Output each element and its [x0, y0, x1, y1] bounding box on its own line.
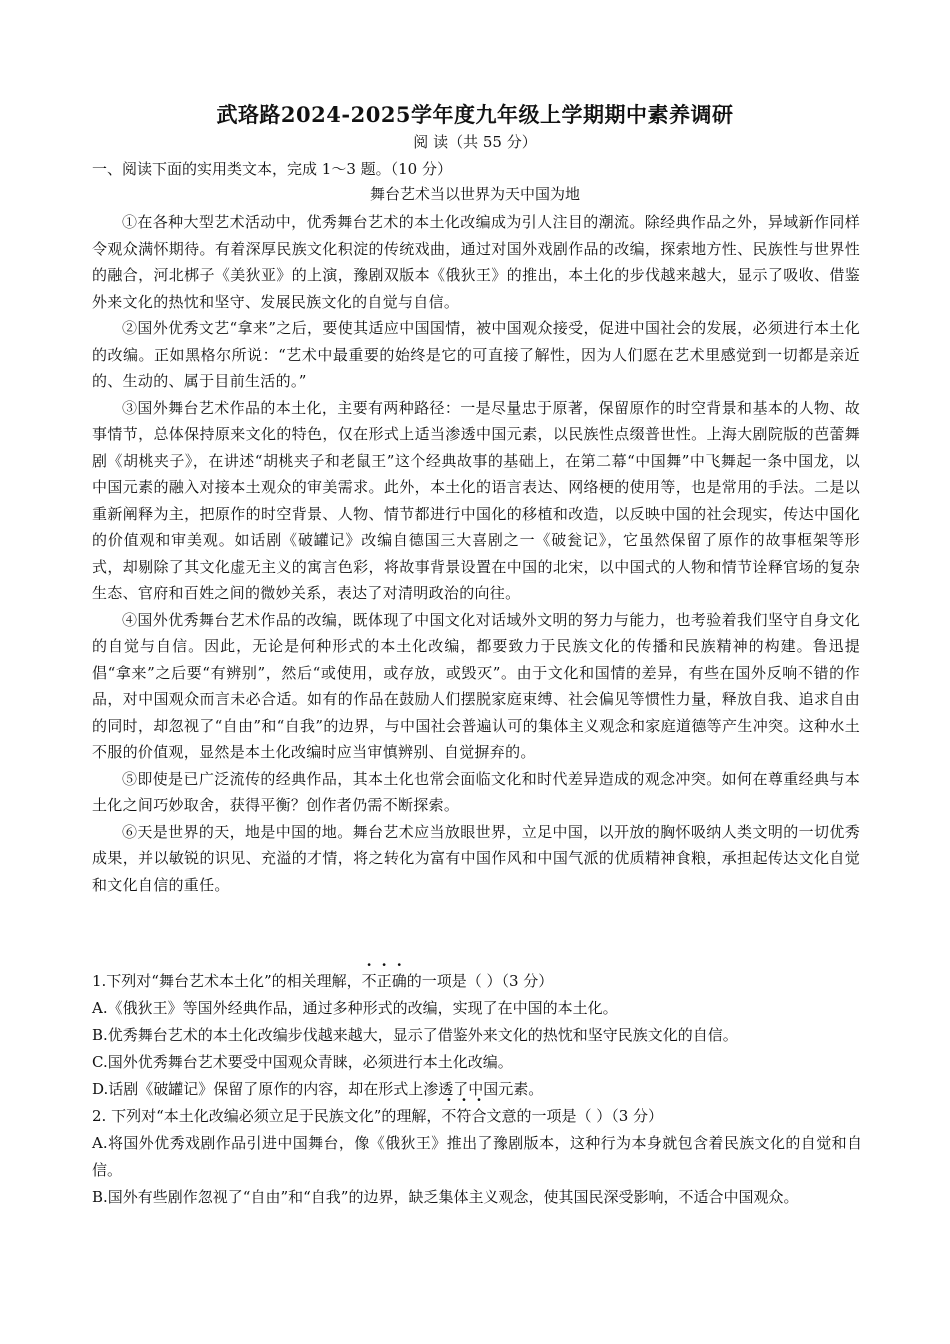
question-2-option-b: B.国外有些剧作忽视了“自由”和“自我”的边界，缺乏集体主义观念，使其国民深受影响，不适合中国观众。	[92, 1188, 799, 1206]
paragraph-2: ②国外优秀文艺“拿来”之后，要使其适应中国国情，被中国观众接受，促进中国社会的发展，必须进行本土化的改编。正如黑格尔所说：“艺术中最重要的始终是它的可直接了解性，因为人们愿在艺术里感觉到一切都是亲近的、生动的、属于目前生活的。”	[92, 319, 860, 390]
question-2-stem-after: 文意的一项是（ ）（3 分）	[486, 1107, 664, 1125]
article-body	[92, 209, 860, 898]
exam-title: 武珞路2024-2025学年度九年级上学期期中素养调研	[216, 102, 734, 127]
emphasis-char: 正	[376, 972, 392, 990]
question-2-stem	[92, 1103, 862, 1130]
question-1-option-d: D.话剧《破罐记》保留了原作的内容，却在形式上渗透了中国元素。	[92, 1080, 544, 1098]
emphasis-char: 符	[456, 1107, 472, 1125]
question-2-option-a: A.将国外优秀戏剧作品引进中国舞台，像《俄狄王》推出了豫剧版本，这种行为本身就包含着民族文化的自觉和自信。	[92, 1134, 862, 1179]
question-1-stem-before: 1.下列对“舞台艺术本土化”的相关理解，	[92, 972, 362, 990]
section-subtitle: 阅 读（共 55 分）	[413, 133, 537, 151]
emphasis-char: 不	[361, 972, 377, 990]
section-heading: 一、阅读下面的实用类文本，完成 1～3 题。（10 分）	[92, 160, 452, 178]
paragraph-4: ④国外优秀舞台艺术作品的改编，既体现了中国文化对话域外文明的努力与能力，也考验着我们坚守自身文化的自觉与自信。因此，无论是何种形式的本土化改编，都要致力于民族文化的传播和民族精神的构建。鲁迅提倡“拿来”之后要“有辨别”，然后“或使用，或存放，或毁灭”。由于文化和国情的差异，有些在国外反响不错的作品，对中国观众而言未必合适。如有的作品在鼓励人们摆脱家庭束缚、社会偏见等惯性力量，释放自我、追求自由的同时，却忽视了“自由”和“自我”的边界，与中国社会普遍认可的集体主义观念和家庭道德等产生冲突。这种水土不服的价值观，显然是本土化改编时应当审慎辨别、自觉摒弃的。	[92, 610, 860, 761]
emphasis-char: 不	[441, 1107, 457, 1125]
paragraph-3: ③国外舞台艺术作品的本土化，主要有两种路径：一是尽量忠于原著，保留原作的时空背景和基本的人物、故事情节，总体保持原来文化的特色，仅在形式上适当渗透中国元素，以民族性点缀普世性。上海大剧院版的芭蕾舞剧《胡桃夹子》，在讲述“胡桃夹子和老鼠王”这个经典故事的基础上，在第二幕“中国舞”中飞舞起一条中国龙，以中国元素的融入对接本土观众的审美需求。此外，本土化的语言表达、网络梗的使用等，也是常用的手法。二是以重新阐释为主，把原作的时空背景、人物、情节都进行中国化的移植和改造，以反映中国的社会现实，传达中国化的价值观和审美观。如话剧《破罐记》改编自德国三大喜剧之一《破瓮记》，它虽然保留了原作的故事框架等形式，却剔除了其文化虚无主义的寓言色彩，将故事背景设置在中国的北宋，以中国式的人物和情节诠释官场的复杂生态、官府和百姓之间的微妙关系，表达了对清明政治的向往。	[92, 398, 860, 602]
question-2-stem-before: 2. 下列对“本土化改编必须立足于民族文化”的理解，	[92, 1107, 442, 1125]
question-1-stem-after: 的一项是（ ）（3 分）	[406, 972, 554, 990]
paragraph-6: ⑥天是世界的天，地是中国的地。舞台艺术应当放眼世界，立足中国，以开放的胸怀吸纳人类文明的一切优秀成果，并以敏锐的识见、充溢的才情，将之转化为富有中国作风和中国气派的优质精神食粮，承担起传达文化自觉和文化自信的重任。	[92, 822, 860, 894]
paragraph-1: ①在各种大型艺术活动中，优秀舞台艺术的本土化改编成为引人注目的潮流。除经典作品之外，异域新作同样令观众满怀期待。有着深厚民族文化积淀的传统戏曲，通过对国外戏剧作品的改编，探索地方性、民族性与世界性的融合，河北梆子《美狄亚》的上演，豫剧双版本《俄狄王》的推出，本土化的步伐越来越大，显示了吸收、借鉴外来文化的热忱和坚守、发展民族文化的自觉与自信。	[92, 213, 860, 311]
paragraph-5: ⑤即使是已广泛流传的经典作品，其本土化也常会面临文化和时代差异造成的观念冲突。如何在尊重经典与本土化之间巧妙取舍，获得平衡？创作者仍需不断探索。	[92, 769, 860, 814]
article-title: 舞台艺术当以世界为天中国为地	[369, 185, 580, 203]
questions-block	[92, 968, 862, 1211]
emphasis-char: 确	[391, 972, 407, 990]
question-1-option-b: B.优秀舞台艺术的本土化改编步伐越来越大，显示了借鉴外来文化的热忱和坚守民族文化的自信。	[92, 1026, 738, 1044]
emphasis-char: 合	[471, 1107, 487, 1125]
question-1-option-c: C.国外优秀舞台艺术要受中国观众青睐，必须进行本土化改编。	[92, 1053, 513, 1071]
question-1-stem	[92, 968, 862, 995]
question-1-option-a: A.《俄狄王》等国外经典作品，通过多种形式的改编，实现了在中国的本土化。	[92, 999, 618, 1017]
